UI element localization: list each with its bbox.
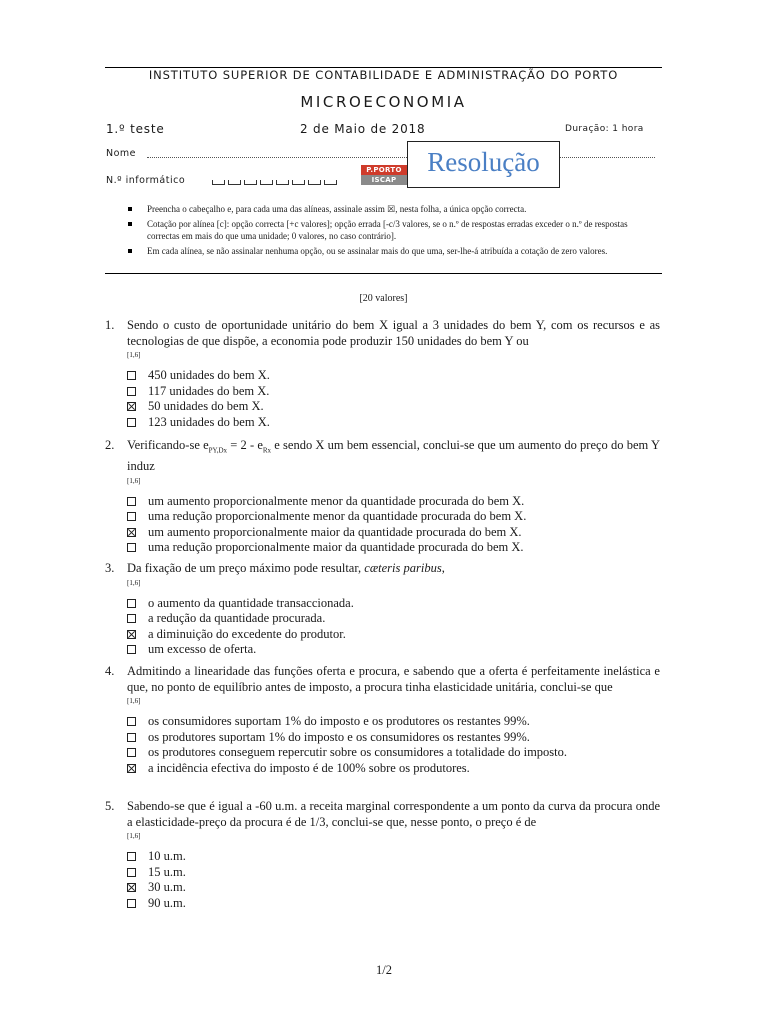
checkbox-icon[interactable] — [127, 852, 136, 861]
option-label: 50 unidades do bem X. — [148, 399, 264, 413]
option[interactable] — [127, 880, 660, 896]
institution-logo — [361, 165, 407, 185]
question-1 — [105, 318, 660, 430]
option-label: o aumento da quantidade transaccionada. — [148, 595, 354, 610]
checkbox-icon[interactable] — [127, 599, 136, 608]
option[interactable] — [127, 849, 660, 865]
option-label: 90 u.m. — [148, 895, 186, 910]
test-duration: Duração: 1 hora — [565, 124, 644, 134]
checkbox-icon[interactable] — [127, 748, 136, 757]
option[interactable] — [127, 509, 660, 525]
option[interactable] — [127, 761, 660, 777]
test-date: 2 de Maio de 2018 — [300, 122, 426, 136]
option[interactable] — [127, 730, 660, 746]
option-label: os produtores conseguem repercutir sobre os consumidores a totalidade do imposto. — [148, 745, 568, 759]
name-label: Nome — [106, 148, 137, 159]
course-title: MICROECONOMIA — [300, 93, 467, 111]
checked-checkbox-icon[interactable] — [127, 883, 136, 892]
digit-slot[interactable] — [244, 180, 257, 185]
checkbox-icon[interactable] — [127, 614, 136, 623]
question-points: [1,6] — [127, 697, 141, 705]
option[interactable] — [127, 642, 660, 658]
question-stem: Admitindo a linearidade das funções oferta e procura, e sabendo que a oferta é perfeitamente inelástica e que, no ponto de equilíbrio antes de imposto, a procura tinha elasticidade unitária, conclui-se que — [127, 664, 660, 694]
digit-slot[interactable] — [276, 180, 289, 185]
checked-checkbox-icon[interactable] — [127, 528, 136, 537]
option[interactable] — [127, 865, 660, 881]
institution-name: INSTITUTO SUPERIOR DE CONTABILIDADE E ADMINISTRAÇÃO DO PORTO — [148, 68, 619, 82]
checkbox-icon[interactable] — [127, 733, 136, 742]
option-label: a diminuição do excedente do produtor. — [148, 626, 346, 641]
option[interactable] — [127, 596, 660, 612]
checkbox-icon[interactable] — [127, 543, 136, 552]
options-list — [127, 494, 660, 556]
checkbox-icon[interactable] — [127, 899, 136, 908]
checkbox-icon[interactable] — [127, 371, 136, 380]
bullet-icon — [128, 222, 132, 226]
option[interactable] — [127, 415, 660, 431]
question-2 — [105, 438, 660, 556]
options-list — [127, 368, 660, 430]
option-label: a incidência efectiva do imposto é de 100% sobre os produtores. — [148, 760, 470, 775]
checked-checkbox-icon[interactable] — [127, 764, 136, 773]
option-label: um aumento proporcionalmente maior da quantidade procurada do bem X. — [148, 524, 522, 539]
student-number-label: N.º informático — [106, 175, 186, 186]
option[interactable] — [127, 540, 660, 556]
question-number: 2. — [105, 438, 115, 452]
resolution-stamp-text: Resolução — [427, 147, 540, 177]
logo-bottom-text: ISCAP — [361, 175, 407, 185]
bullet-icon — [128, 249, 132, 253]
instruction-item: Em cada alínea, se não assinalar nenhuma opção, ou se assinalar mais do que uma, ser-lhe-á atribuída a cotação de zero valores. — [125, 245, 662, 258]
page-number: 1/2 — [376, 963, 392, 977]
name-field[interactable] — [147, 157, 655, 158]
digit-slot[interactable] — [260, 180, 273, 185]
option-label: os produtores suportam 1% do imposto e os consumidores os restantes 99%. — [148, 729, 530, 744]
option[interactable] — [127, 368, 660, 384]
option-label: 15 u.m. — [148, 864, 186, 879]
question-points: [1,6] — [127, 578, 141, 587]
question-points: [1,6] — [127, 351, 141, 359]
option[interactable] — [127, 745, 660, 761]
options-list — [127, 596, 660, 658]
test-label: 1.º teste — [106, 122, 165, 136]
instruction-item: Preencha o cabeçalho e, para cada uma das alíneas, assinale assim ☒, nesta folha, a única opção correcta. — [125, 203, 662, 216]
option-label: 30 u.m. — [148, 880, 186, 894]
digit-slot[interactable] — [324, 180, 337, 185]
instruction-item: Cotação por alínea [c]: opção correcta [+c valores]; opção errada [-c/3 valores, se o n.º de respostas erradas exceder o n.º de respostas correctas em mais do que uma unidade; 0 valores, no caso contrário]. — [125, 218, 662, 243]
option[interactable] — [127, 611, 660, 627]
option-label: uma redução proporcionalmente menor da quantidade procurada do bem X. — [148, 509, 527, 523]
checkbox-icon[interactable] — [127, 387, 136, 396]
option-label: 450 unidades do bem X. — [148, 368, 270, 382]
option[interactable] — [127, 525, 660, 541]
option-label: uma redução proporcionalmente maior da quantidade procurada do bem X. — [148, 540, 524, 554]
option-label: a redução da quantidade procurada. — [148, 611, 326, 625]
option-label: 117 unidades do bem X. — [148, 383, 270, 398]
option[interactable] — [127, 399, 660, 415]
resolution-stamp — [407, 141, 560, 188]
digit-slot[interactable] — [228, 180, 241, 185]
total-score: [20 valores] — [359, 293, 408, 304]
instructions-list — [125, 203, 662, 259]
checkbox-icon[interactable] — [127, 645, 136, 654]
question-stem: Sendo o custo de oportunidade unitário do bem X igual a 3 unidades do bem Y, com os recursos e as tecnologias de que dispõe, a economia pode produzir 150 unidades do bem Y ou — [127, 318, 660, 348]
question-stem: Verificando-se $e_{PY,Dx} = 2 - e_{Rx}$ e sendo X um bem essencial, conclui-se que um aumento do preço do bem Y induz — [127, 438, 661, 473]
checked-checkbox-icon[interactable] — [127, 402, 136, 411]
option-label: um excesso de oferta. — [148, 642, 257, 656]
checkbox-icon[interactable] — [127, 497, 136, 506]
question-3 — [105, 561, 660, 658]
logo-top-text: P.PORTO — [361, 165, 407, 175]
digit-slot[interactable] — [292, 180, 305, 185]
option[interactable] — [127, 384, 660, 400]
option[interactable] — [127, 714, 660, 730]
question-number: 1. — [105, 318, 115, 332]
question-points: [1,6] — [127, 476, 141, 485]
question-5 — [105, 799, 660, 911]
checkbox-icon[interactable] — [127, 512, 136, 521]
checkbox-icon[interactable] — [127, 418, 136, 427]
question-stem: Sabendo-se que é igual a -60 u.m. a receita marginal correspondente a um ponto da curva da procura onde a elasticidade-preço da procura é de 1/3, conclui-se que, nesse ponto, o preço é de — [127, 799, 660, 829]
checkbox-icon[interactable] — [127, 868, 136, 877]
question-number: 5. — [105, 799, 115, 813]
checkbox-icon[interactable] — [127, 717, 136, 726]
header-separator — [105, 273, 662, 274]
option-label: 10 u.m. — [148, 849, 186, 863]
digit-slot[interactable] — [308, 180, 321, 185]
checked-checkbox-icon[interactable] — [127, 630, 136, 639]
option[interactable] — [127, 627, 660, 643]
question-stem: Da fixação de um preço máximo pode resultar, cæteris paribus, — [127, 561, 445, 575]
student-number-field[interactable] — [212, 180, 337, 185]
question-number: 4. — [105, 664, 115, 678]
bullet-icon — [128, 207, 132, 211]
options-list — [127, 714, 660, 776]
question-number: 3. — [105, 561, 115, 575]
option[interactable] — [127, 896, 660, 912]
option-label: 123 unidades do bem X. — [148, 414, 270, 429]
options-list — [127, 849, 660, 911]
question-points: [1,6] — [127, 832, 141, 840]
option-label: os consumidores suportam 1% do imposto e os produtores os restantes 99%. — [148, 714, 530, 728]
question-4 — [105, 664, 660, 776]
option[interactable] — [127, 494, 660, 510]
digit-slot[interactable] — [212, 180, 225, 185]
option-label: um aumento proporcionalmente menor da quantidade procurada do bem X. — [148, 493, 525, 508]
